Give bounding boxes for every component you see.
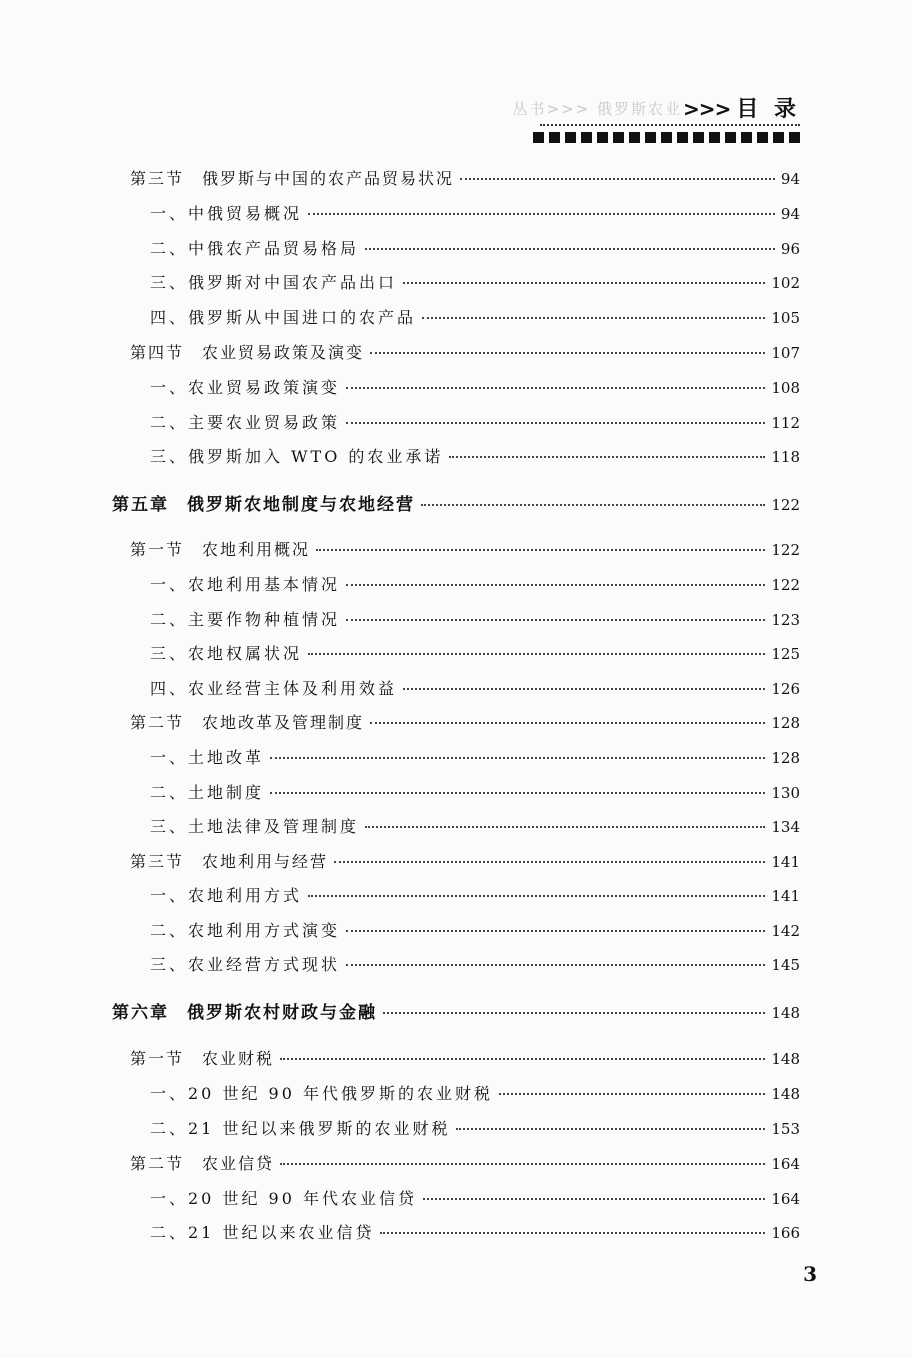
toc-chapter (112, 490, 800, 514)
dot-leader (346, 584, 765, 586)
dot-leader (460, 178, 775, 180)
toc-page-number: 112 (771, 414, 800, 432)
toc-item (150, 270, 800, 294)
toc-page-number: 108 (771, 379, 800, 397)
toc-entry-number: 第二节 (130, 713, 185, 732)
toc-entry-title (130, 340, 364, 363)
toc-entry-text: 一、中俄贸易概况 (150, 204, 303, 223)
dot-leader (280, 1058, 765, 1060)
toc-entry-text: 四、农业经营主体及利用效益 (150, 679, 398, 698)
header-title-text: 目 录 (736, 97, 800, 122)
toc-entry-number: 第六章 (112, 1003, 169, 1023)
toc-entry-title (112, 998, 377, 1023)
dot-leader (346, 930, 765, 932)
toc-entry-title (150, 1081, 493, 1104)
toc-item (150, 883, 800, 907)
toc-item (150, 201, 800, 225)
dot-leader (346, 387, 765, 389)
dot-leader (403, 282, 765, 284)
toc-entry-number: 第一节 (130, 540, 185, 559)
toc-item (150, 918, 800, 942)
toc-entry-text: 二、主要农业贸易政策 (150, 413, 341, 432)
toc-entry-text: 一、土地改革 (150, 748, 265, 767)
toc-item (150, 1081, 800, 1105)
toc-entry-text: 俄罗斯与中国的农产品贸易状况 (202, 169, 455, 188)
toc-entry-title (150, 952, 340, 975)
toc-page-number: 94 (780, 170, 800, 188)
toc-entry-title (150, 607, 340, 630)
toc-entry-text: 二、中俄农产品贸易格局 (150, 239, 360, 258)
dot-leader (308, 653, 765, 655)
toc-item (150, 814, 800, 838)
dot-leader (403, 688, 765, 690)
toc-entry-text: 三、俄罗斯对中国农产品出口 (150, 273, 398, 292)
toc-entry-title (150, 814, 359, 837)
dot-leader (383, 1012, 765, 1014)
toc-page-number: 122 (771, 576, 800, 594)
toc-entry-text: 四、俄罗斯从中国进口的农产品 (150, 308, 417, 327)
header-bleed-through-text: 丛书>>> 俄罗斯农业 (512, 100, 682, 118)
toc-page-number: 145 (771, 956, 800, 974)
toc-page-number: 105 (771, 309, 800, 327)
toc-section (130, 849, 800, 873)
toc-entry-text: 二、主要作物种植情况 (150, 610, 341, 629)
toc-entry-text: 一、农地利用基本情况 (150, 575, 341, 594)
toc-entry-title (150, 410, 340, 433)
toc-entry-title (150, 745, 264, 768)
toc-page-number: 96 (780, 240, 800, 258)
toc-page-number: 128 (771, 714, 800, 732)
toc-entry-number: 第五章 (112, 495, 169, 515)
toc-entry-text: 农地利用与经营 (202, 852, 329, 871)
toc-page-number: 123 (771, 611, 800, 629)
toc-page-number: 125 (771, 645, 800, 663)
toc-entry-title (150, 375, 340, 398)
header-dotted-rule (540, 124, 800, 126)
toc-entry-text: 二、21 世纪以来农业信贷 (150, 1223, 375, 1242)
toc-page-number: 148 (771, 1085, 800, 1103)
dot-leader (422, 317, 765, 319)
toc-chapter (112, 998, 800, 1022)
dot-leader (456, 1128, 765, 1130)
toc-item (150, 410, 800, 434)
dot-leader (334, 861, 765, 863)
toc-entry-title (150, 1116, 450, 1139)
toc-entry-title (150, 305, 416, 328)
toc-section (130, 537, 800, 561)
toc-entry-title (130, 166, 454, 189)
toc-page-number: 164 (771, 1190, 800, 1208)
dot-leader (421, 504, 765, 506)
toc-entry-title (150, 883, 302, 906)
toc-page-number: 130 (771, 784, 800, 802)
toc-page-number: 94 (780, 205, 800, 223)
toc-entry-title (150, 676, 397, 699)
dot-leader (308, 895, 765, 897)
toc-entry-number: 第一节 (130, 1049, 185, 1068)
toc-page-number: 142 (771, 922, 800, 940)
toc-page-number: 164 (771, 1155, 800, 1173)
toc-entry-text: 农业贸易政策及演变 (202, 343, 365, 362)
toc-entry-title (150, 572, 340, 595)
dot-leader (499, 1093, 765, 1095)
toc-entry-text: 三、农业经营方式现状 (150, 955, 341, 974)
toc-entry-number: 第三节 (130, 169, 185, 188)
dot-leader (316, 549, 765, 551)
toc-entry-text: 三、土地法律及管理制度 (150, 817, 360, 836)
dot-leader (449, 456, 765, 458)
toc-entry-title (150, 641, 302, 664)
toc-entry-text: 一、农地利用方式 (150, 886, 303, 905)
dot-leader (346, 964, 765, 966)
toc-entry-text: 三、农地权属状况 (150, 644, 303, 663)
toc-page-number: 118 (771, 448, 800, 466)
toc-entry-title (150, 270, 397, 293)
toc-page-number: 166 (771, 1224, 800, 1242)
toc-entry-text: 一、20 世纪 90 年代农业信贷 (150, 1189, 417, 1208)
toc-page-number: 148 (771, 1050, 800, 1068)
toc-entry-text: 二、农地利用方式演变 (150, 921, 341, 940)
toc-entry-text: 俄罗斯农地制度与农地经营 (187, 495, 415, 515)
toc-entry-text: 农业信贷 (202, 1154, 275, 1173)
toc-page-number: 141 (771, 887, 800, 905)
toc-section (130, 166, 800, 190)
toc-item (150, 1116, 800, 1140)
toc-entry-number: 第四节 (130, 343, 185, 362)
dot-leader (270, 792, 765, 794)
toc-entry-title (150, 236, 359, 259)
toc-entry-title (150, 780, 264, 803)
toc-entry-title (130, 1151, 274, 1174)
dot-leader (346, 422, 765, 424)
toc-entry-title (150, 918, 340, 941)
dot-leader (380, 1232, 765, 1234)
toc-page-number: 126 (771, 680, 800, 698)
toc-item (150, 1220, 800, 1244)
toc-entry-text: 农地改革及管理制度 (202, 713, 365, 732)
toc-item (150, 641, 800, 665)
toc-item (150, 780, 800, 804)
toc-page-number: 134 (771, 818, 800, 836)
toc-item (150, 952, 800, 976)
toc-item (150, 375, 800, 399)
dot-leader (308, 213, 775, 215)
toc-item (150, 305, 800, 329)
toc-page-number: 141 (771, 853, 800, 871)
toc-page-number: 148 (771, 1004, 800, 1022)
toc-entry-text: 一、20 世纪 90 年代俄罗斯的农业财税 (150, 1084, 493, 1103)
toc-entry-title (150, 444, 443, 467)
header-block-bar (533, 132, 800, 143)
dot-leader (270, 757, 765, 759)
toc-item (150, 444, 800, 468)
toc-entry-text: 一、农业贸易政策演变 (150, 378, 341, 397)
toc-entry-title (150, 1186, 417, 1209)
toc-entry-text: 二、21 世纪以来俄罗斯的农业财税 (150, 1119, 451, 1138)
toc-section (130, 1151, 800, 1175)
toc-section (130, 1046, 800, 1070)
toc-entry-title (112, 490, 415, 515)
toc-entry-title (130, 537, 310, 560)
toc-entry-title (150, 1220, 374, 1243)
dot-leader (370, 352, 765, 354)
toc-entry-text: 农地利用概况 (202, 540, 311, 559)
toc-item (150, 676, 800, 700)
toc-item (150, 745, 800, 769)
toc-entry-title (130, 710, 364, 733)
toc-entry-number: 第三节 (130, 852, 185, 871)
toc-entry-title (130, 1046, 274, 1069)
toc-page-number: 153 (771, 1120, 800, 1138)
dot-leader (280, 1163, 765, 1165)
toc-section (130, 710, 800, 734)
toc-entry-title (130, 849, 328, 872)
header-title (683, 92, 800, 123)
toc-item (150, 572, 800, 596)
toc-page-number: 122 (771, 496, 800, 514)
dot-leader (365, 826, 765, 828)
toc-page-number: 102 (771, 274, 800, 292)
toc-page-number: 128 (771, 749, 800, 767)
toc-entry-number: 第二节 (130, 1154, 185, 1173)
toc-entry-text: 二、土地制度 (150, 783, 265, 802)
toc-page-number: 122 (771, 541, 800, 559)
dot-leader (423, 1198, 765, 1200)
toc-page-number: 107 (771, 344, 800, 362)
toc-entry-text: 俄罗斯农村财政与金融 (187, 1003, 377, 1023)
toc-item (150, 607, 800, 631)
toc-entry-title (150, 201, 302, 224)
toc-item (150, 1186, 800, 1210)
dot-leader (370, 722, 765, 724)
chevron-icon: >>> (683, 97, 731, 121)
dot-leader (346, 619, 765, 621)
toc-item (150, 236, 800, 260)
toc-section (130, 340, 800, 364)
dot-leader (365, 248, 775, 250)
toc-entry-text: 三、俄罗斯加入 WTO 的农业承诺 (150, 447, 444, 466)
page-number: 3 (803, 1262, 817, 1286)
toc-entry-text: 农业财税 (202, 1049, 275, 1068)
